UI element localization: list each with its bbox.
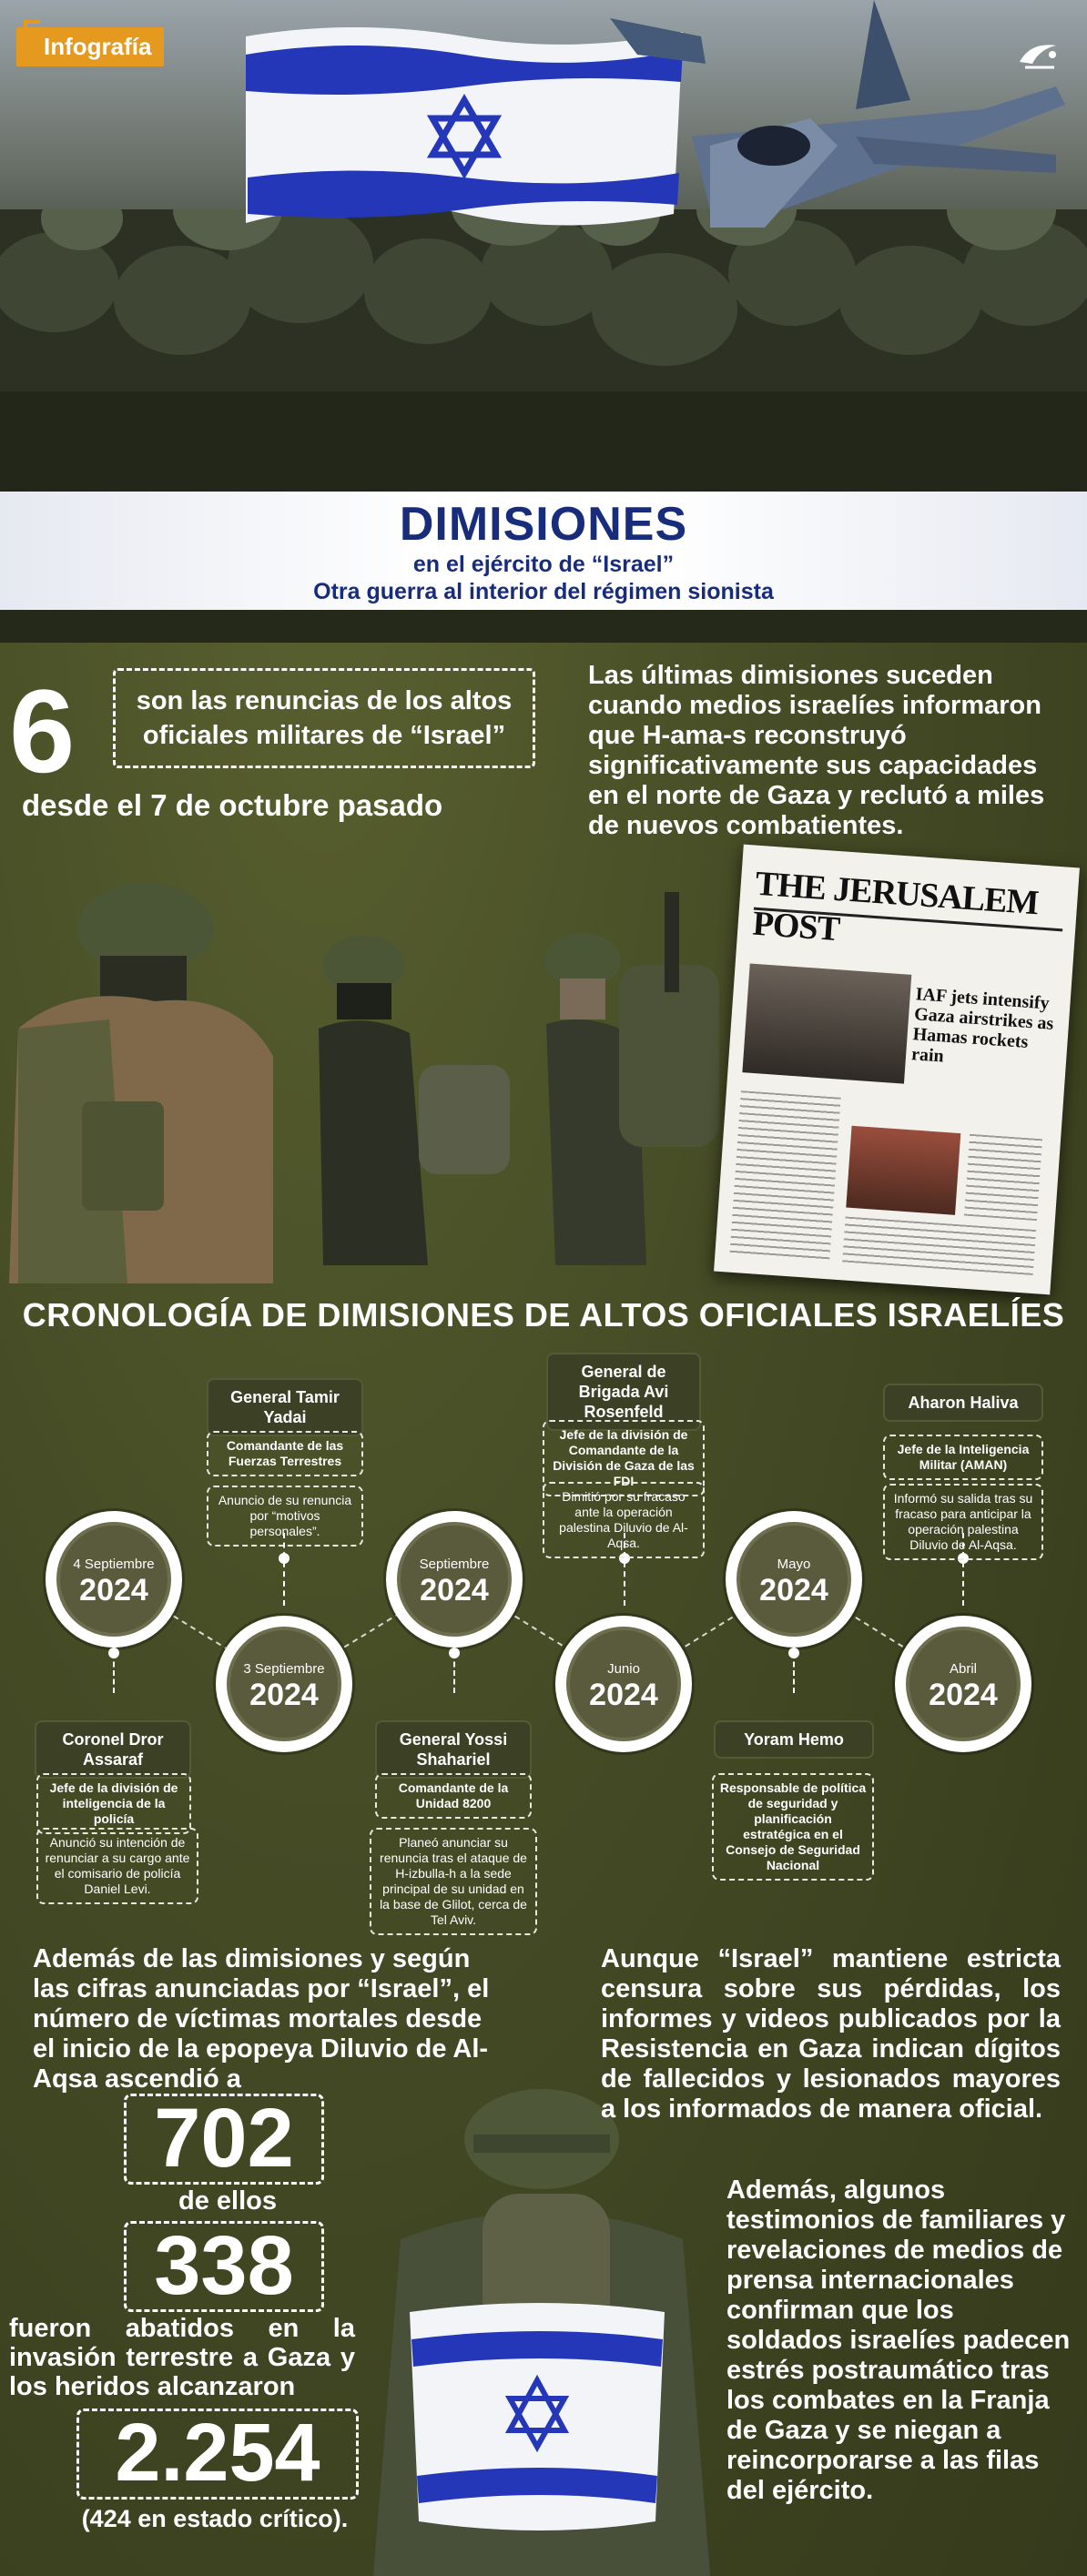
timeline-node-mayo [726, 1511, 862, 1648]
connector-dot [279, 1553, 290, 1564]
connector-dot [449, 1648, 460, 1658]
almayadeen-logo-icon [1012, 36, 1063, 73]
newspaper-column [842, 1216, 1036, 1275]
stat-wounded: 2.254 [76, 2409, 359, 2500]
node-year: 2024 [249, 1678, 319, 1712]
official-detail-yossi-shahariel: Planeó anunciar su renuncia tras el ataque de H-izbulla-h a la sede principal de su unidad en la base de Glilot, cerca de Tel Aviv. [370, 1828, 537, 1935]
node-month: 4 Septiembre [73, 1557, 155, 1572]
node-month: Septiembre [419, 1557, 490, 1572]
newspaper-photo-2 [846, 1126, 960, 1215]
official-name-yoram-hemo: Yoram Hemo [714, 1720, 874, 1759]
timeline-node-3-septiembre [216, 1616, 352, 1752]
ptsd-paragraph: Además, algunos testimonios de familiares y revelaciones de medios de prensa internacionales confirman que los soldados israelíes padecen estrés postraumático tras los combates en la Franja de Gaza y se niegan a reincorporarse a las filas del ejército. [726, 2175, 1071, 2505]
official-name-avi-rosenfeld: General de Brigada Avi Rosenfeld [546, 1353, 701, 1431]
title-band [0, 492, 1087, 610]
fighter-jet-illustration [510, 0, 1087, 273]
node-month: 3 Septiembre [243, 1661, 325, 1677]
connector-line [113, 1653, 117, 1693]
connector-dot [108, 1648, 119, 1658]
official-role-dror-assaraf: Jefe de la división de inteligencia de la policía [36, 1773, 191, 1834]
of-them-text: de ellos [178, 2186, 277, 2216]
infografia-tag: Infografía [16, 27, 164, 66]
ground-invasion-text: fueron abatidos en la invasión terrestre a Gaza y los heridos alcanzaron [9, 2314, 355, 2401]
newspaper-photo [742, 963, 911, 1083]
official-detail-avi-rosenfeld: Dimitió por su fracaso ante la operación palestina Diluvio de Al-Aqsa. [543, 1482, 705, 1558]
connector-line [453, 1653, 457, 1693]
official-name-dror-assaraf: Coronel Dror Assaraf [35, 1720, 191, 1779]
official-role-yossi-shahariel: Comandante de la Unidad 8200 [375, 1773, 532, 1819]
node-year: 2024 [420, 1573, 489, 1607]
stat-total-deaths: 702 [124, 2094, 324, 2185]
since-date-text: desde el 7 de octubre pasado [22, 788, 443, 822]
soldier-with-flag-illustration [346, 2084, 737, 2576]
node-year: 2024 [759, 1573, 828, 1607]
official-detail-aharon-haliva: Informó su salida tras su fracaso para anticipar la operación palestina Diluvio de Al-Aqsa. [883, 1484, 1043, 1560]
node-year: 2024 [79, 1573, 148, 1607]
official-role-tamir-yadai: Comandante de las Fuerzas Terrestres [207, 1431, 363, 1476]
connector-dot [788, 1648, 799, 1658]
timeline [0, 1338, 1087, 1927]
connector-line [793, 1653, 797, 1693]
hero-photo [0, 0, 1087, 492]
stat-ground-deaths: 338 [124, 2221, 324, 2312]
censorship-paragraph: Aunque “Israel” mantiene estricta censura sobre sus pérdidas, los informes y videos publicados por la Resistencia en Gaza indican dígitos de fallecidos y lesionados mayores a los informados de manera oficial. [601, 1944, 1061, 2124]
official-detail-dror-assaraf: Anunció su intención de renunciar a su cargo ante el comisario de policía Daniel Levi. [36, 1828, 198, 1904]
node-month: Abril [949, 1661, 977, 1677]
resignations-count: 6 [9, 664, 76, 797]
official-name-tamir-yadai: General Tamir Yadai [207, 1378, 363, 1436]
timeline-node-abril [895, 1616, 1031, 1752]
subtitle-2: Otra guerra al interior del régimen sionista [313, 579, 774, 604]
official-name-aharon-haliva: Aharon Haliva [883, 1384, 1043, 1422]
timeline-node-septiembre [386, 1511, 523, 1648]
node-month: Mayo [777, 1557, 811, 1572]
soldiers-group-illustration [0, 874, 728, 1283]
count-text-box [113, 668, 535, 768]
casualties-intro: Además de las dimisiones y según las cifras anunciadas por “Israel”, el número de víctimas mortales desde el inicio de la epopeya Diluvio de Al-Aqsa ascendió a [33, 1944, 490, 2094]
count-text: son las renuncias de los altos oficiales militares de “Israel” [136, 686, 513, 750]
timeline-node-4-septiembre [46, 1511, 182, 1648]
official-role-avi-rosenfeld: Jefe de la división de Comandante de la División de Gaza de las FDI [543, 1420, 705, 1496]
newspaper-masthead: THE JERUSALEM POST [751, 864, 1040, 949]
official-detail-tamir-yadai: Anuncio de su renuncia por “motivos personales”. [207, 1486, 363, 1547]
official-name-yossi-shahariel: General Yossi Shahariel [375, 1720, 532, 1779]
critical-text: (424 en estado crítico). [81, 2505, 349, 2532]
official-role-yoram-hemo: Responsable de política de seguridad y planificación estratégica en el Consejo de Seguridad Nacional [712, 1773, 874, 1881]
intro-paragraph: Las últimas dimisiones suceden cuando medios israelíes informaron que H-ama-s reconstruyó significativamente sus capacidades en el norte de Gaza y reclutó a miles de nuevos combatientes. [588, 661, 1045, 840]
subtitle-1: en el ejército de “Israel” [412, 552, 675, 577]
divider-strip [0, 610, 1087, 643]
official-role-aharon-haliva: Jefe de la Inteligencia Militar (AMAN) [883, 1435, 1043, 1480]
newspaper-column [964, 1134, 1042, 1221]
timeline-heading: CRONOLOGÍA DE DIMISIONES DE ALTOS OFICIALES ISRAELÍES [22, 1296, 1065, 1334]
node-year: 2024 [589, 1678, 658, 1712]
timeline-node-junio [555, 1616, 692, 1752]
node-month: Junio [607, 1661, 640, 1677]
node-year: 2024 [929, 1678, 998, 1712]
jerusalem-post-newspaper [714, 845, 1080, 1295]
main-title: DIMISIONES [399, 498, 688, 551]
newspaper-column [729, 1090, 840, 1261]
newspaper-headline: IAF jets intensify Gaza airstrikes as Hamas rockets rain [910, 984, 1054, 1067]
